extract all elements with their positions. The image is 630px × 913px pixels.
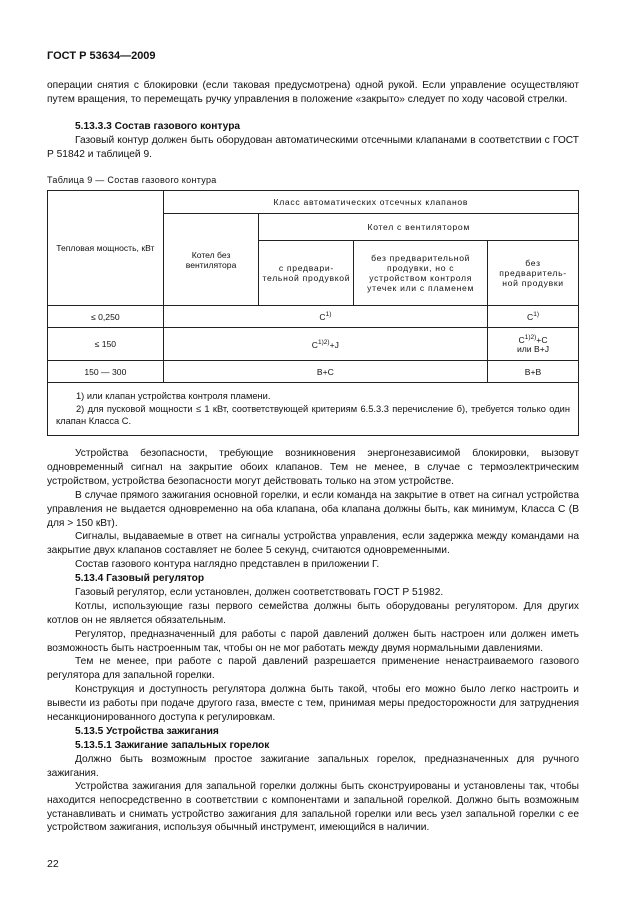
cell-power: ≤ 150 (48, 328, 164, 361)
table-row (48, 306, 579, 328)
cell-power: ≤ 0,250 (48, 306, 164, 328)
paragraph: Устройства безопасности, требующие возникновения энергонезависимой блокировки, вызовут одновременный сигнал на закрытие обоих клапанов. Тем не менее, в случае с термоэлектрическим устройством, устройства безопасности могут действовать только на этом устройстве. (47, 448, 579, 487)
cell-power: 150 — 300 (48, 361, 164, 383)
section-heading: 5.13.4 Газовый регулятор (75, 573, 205, 584)
paragraph: Устройства зажигания для запальной горелки должны быть сконструированы и установлены так, чтобы находится непосредственно в соответствии с компонентами и запальной горелкой. Должно быть возможным устанавливать и снимать устройство зажигания для запальной горелки или весь узел запальной горелки с ее устройством зажигания, используя обычный инструмент, имеющийся в наличии. (47, 781, 579, 834)
paragraph: Газовый регулятор, если установлен, должен соответствовать ГОСТ Р 51982. (75, 587, 444, 598)
cell-class-last: $C^{1)}$ (488, 306, 579, 328)
cell-class: B+C (163, 361, 487, 383)
page-number: 22 (47, 858, 59, 870)
table-row (48, 361, 579, 383)
cell-class-last: B+B (488, 361, 579, 383)
header-with-purge: с предвари-тельной продувкой (259, 241, 354, 306)
header-power: Тепловая мощность, кВт (48, 191, 164, 306)
paragraph: В случае прямого зажигания основной горелки, и если команда на закрытие в ответ на сигнал устройства управления не выдается одновременно на оба клапана, оба клапана должны быть, как минимум, Класса С (B для > 150 кВт). (47, 490, 579, 529)
page-header: ГОСТ Р 53634—2009 (47, 50, 156, 62)
paragraph: Газовый контур должен быть оборудован автоматическими отсечными клапанами в соответствии с ГОСТ Р 51842 и таблицей 9. (47, 135, 579, 160)
header-no-purge-leak: без предварительной продувки, но с устройством контроля утечек или с пламенем (354, 241, 488, 306)
header-no-fan: Котел без вентилятора (163, 214, 259, 306)
valve-class-table (47, 190, 579, 436)
cell-class: $C^{1)2)}+J$ (163, 328, 487, 361)
cell-class: $C^{1)}$ (163, 306, 487, 328)
paragraph: Тем не менее, при работе с парой давлений разрешается применение ненастраиваемого газового регулятора для запальной горелки. (47, 656, 579, 681)
section-heading: 5.13.5.1 Зажигание запальных горелок (75, 740, 270, 751)
paragraph: Котлы, использующие газы первого семейства должны быть оборудованы регулятором. Для других котлов он не является обязательным. (47, 601, 579, 626)
header-no-purge: без предваритель-ной продувки (488, 241, 579, 306)
header-fan: Котел с вентилятором (259, 214, 579, 241)
header-class: Класс автоматических отсечных клапанов (163, 191, 578, 214)
table-notes (48, 383, 579, 436)
table-caption: Таблица 9 — Состав газового контура (47, 175, 217, 185)
table-note: 2) для пусковой мощности ≤ 1 кВт, соответствующей критериям 6.5.3.3 перечисление б), требуется только один клапан Класса С. (56, 403, 570, 426)
section-heading: 5.13.5 Устройства зажигания (75, 726, 219, 737)
paragraph: Сигналы, выдаваемые в ответ на сигналы устройства управления, если задержка между командами на закрытие двух клапанов составляет не более 5 секунд, считаются одновременными. (47, 531, 579, 556)
table-note: 1) или клапан устройства контроля пламени. (76, 391, 271, 401)
table-row (48, 328, 579, 361)
paragraph: Должно быть возможным простое зажигание запальных горелок, предназначенных для ручного зажигания. (47, 754, 579, 779)
paragraph: Конструкция и доступность регулятора должна быть такой, чтобы его можно было легко настроить и вывести из работы при подаче другого газа, вместе с тем, принимая меры предосторожности для затруднения несанкционированного доступа к регулировкам. (47, 684, 579, 723)
cell-class-last: $C^{1)2)}+C$ или B+J (488, 328, 579, 361)
paragraph: Регулятор, предназначенный для работы с парой давлений должен быть настроен или должен иметь возможность быть настроенным так, чтобы он не мог работать между двумя нормальными давлениями. (47, 629, 579, 654)
paragraph: операции снятия с блокировки (если таковая предусмотрена) одной рукой. Если управление осуществляют путем вращения, то перемещать ручку управления в положение «закрыто» следует по ходу часовой стрелки. (47, 80, 579, 105)
paragraph: Состав газового контура наглядно представлен в приложении Г. (75, 559, 380, 570)
section-heading: 5.13.3.3 Состав газового контура (75, 121, 241, 132)
